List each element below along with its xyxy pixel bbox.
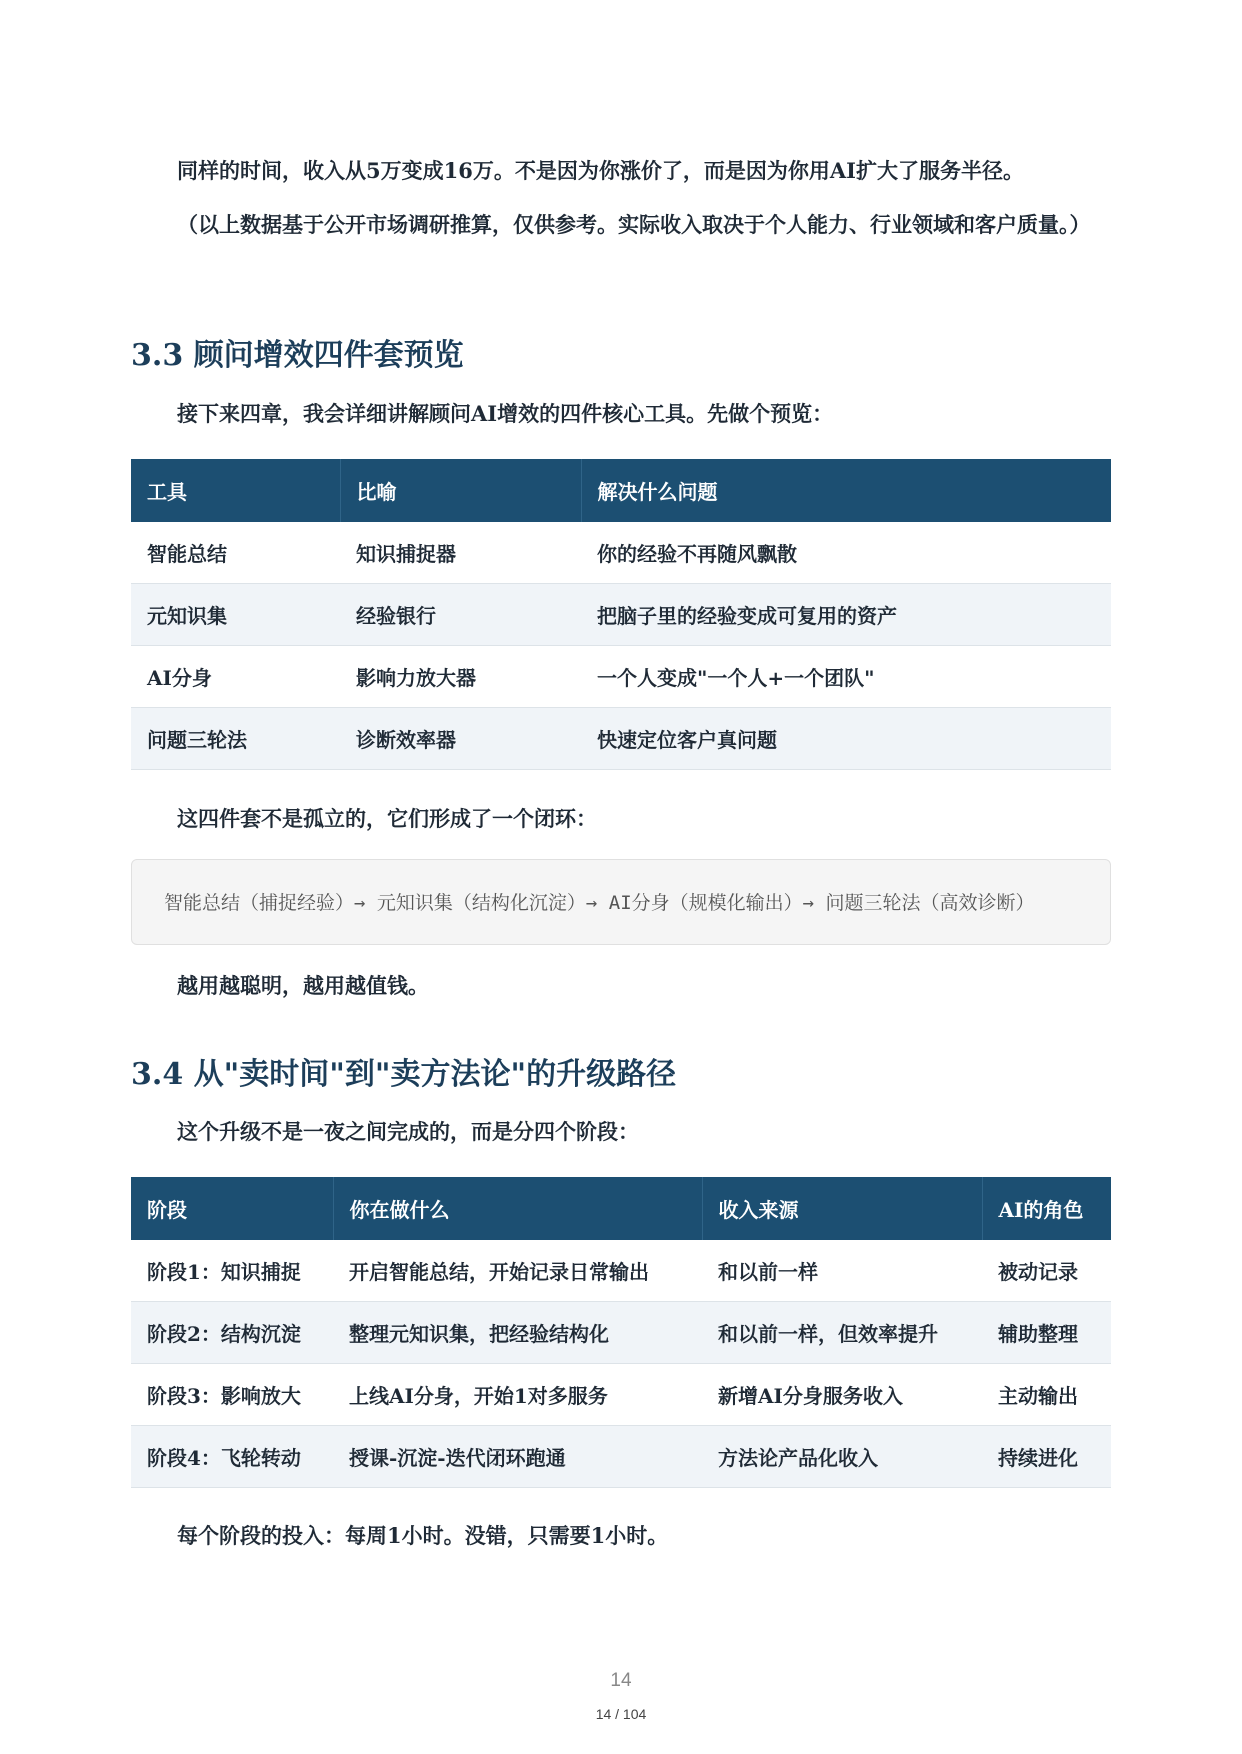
heading-3-3: 3.3 顾问增效四件套预览 <box>131 338 464 373</box>
column-header: 你在做什么 <box>333 1177 702 1240</box>
table-header-row <box>131 459 1111 522</box>
paragraph-disclaimer: （以上数据基于公开市场调研推算，仅供参考。实际收入取决于个人能力、行业领域和客户质量。） <box>177 212 1091 237</box>
table-cell: 智能总结 <box>131 522 340 584</box>
column-header: 比喻 <box>340 459 581 522</box>
paragraph-income: 同样的时间，收入从5万变成16万。不是因为你涨价了，而是因为你用AI扩大了服务半径。 <box>177 158 1024 183</box>
column-header: 工具 <box>131 459 340 522</box>
table-row <box>131 1426 1111 1488</box>
table-row <box>131 584 1111 646</box>
paragraph-intro-3-4: 这个升级不是一夜之间完成的，而是分四个阶段： <box>177 1119 639 1144</box>
column-header: 阶段 <box>131 1177 333 1240</box>
table-cell: 方法论产品化收入 <box>702 1426 982 1488</box>
table-cell: 被动记录 <box>982 1240 1111 1302</box>
stages-table <box>131 1177 1111 1488</box>
code-block[interactable] <box>131 859 1111 945</box>
column-header: 解决什么问题 <box>581 459 1111 522</box>
table-row <box>131 708 1111 770</box>
table-cell: 元知识集 <box>131 584 340 646</box>
tools-table <box>131 459 1111 770</box>
table-cell: 和以前一样，但效率提升 <box>702 1302 982 1364</box>
table-cell: 阶段1：知识捕捉 <box>131 1240 333 1302</box>
table-cell: 问题三轮法 <box>131 708 340 770</box>
table-cell: 和以前一样 <box>702 1240 982 1302</box>
table-row <box>131 522 1111 584</box>
table-row <box>131 646 1111 708</box>
table-cell: 新增AI分身服务收入 <box>702 1364 982 1426</box>
table-cell: 整理元知识集，把经验结构化 <box>333 1302 702 1364</box>
page-indicator: 14 / 104 <box>595 1706 647 1722</box>
heading-3-4: 3.4 从"卖时间"到"卖方法论"的升级路径 <box>131 1057 677 1092</box>
table-cell: 知识捕捉器 <box>340 522 581 584</box>
column-header: AI的角色 <box>982 1177 1111 1240</box>
table-cell: 持续进化 <box>982 1426 1111 1488</box>
code-text: 智能总结（捕捉经验）→ 元知识集（结构化沉淀）→ AI分身（规模化输出）→ 问题三轮法（高效诊断） <box>164 892 1035 914</box>
table-cell: 开启智能总结，开始记录日常输出 <box>333 1240 702 1302</box>
table-row <box>131 1364 1111 1426</box>
table-cell: 上线AI分身，开始1对多服务 <box>333 1364 702 1426</box>
paragraph-smart: 越用越聪明，越用越值钱。 <box>177 973 429 998</box>
table-row <box>131 1302 1111 1364</box>
table-cell: 主动输出 <box>982 1364 1111 1426</box>
table-cell: 你的经验不再随风飘散 <box>581 522 1111 584</box>
page-number: 14 <box>610 1670 632 1691</box>
table-cell: 诊断效率器 <box>340 708 581 770</box>
table-cell: 经验银行 <box>340 584 581 646</box>
table-cell: 阶段4：飞轮转动 <box>131 1426 333 1488</box>
table-cell: 快速定位客户真问题 <box>581 708 1111 770</box>
table-cell: 辅助整理 <box>982 1302 1111 1364</box>
table-header-row <box>131 1177 1111 1240</box>
paragraph-final: 每个阶段的投入：每周1小时。没错，只需要1小时。 <box>177 1523 669 1548</box>
table-cell: AI分身 <box>131 646 340 708</box>
table-row <box>131 1240 1111 1302</box>
table-cell: 把脑子里的经验变成可复用的资产 <box>581 584 1111 646</box>
column-header: 收入来源 <box>702 1177 982 1240</box>
paragraph-loop: 这四件套不是孤立的，它们形成了一个闭环： <box>177 806 597 831</box>
table-cell: 一个人变成"一个人+一个团队" <box>581 646 1111 708</box>
table-cell: 阶段3：影响放大 <box>131 1364 333 1426</box>
table-cell: 授课-沉淀-迭代闭环跑通 <box>333 1426 702 1488</box>
paragraph-intro-3-3: 接下来四章，我会详细讲解顾问AI增效的四件核心工具。先做个预览： <box>177 401 834 426</box>
table-cell: 阶段2：结构沉淀 <box>131 1302 333 1364</box>
table-cell: 影响力放大器 <box>340 646 581 708</box>
